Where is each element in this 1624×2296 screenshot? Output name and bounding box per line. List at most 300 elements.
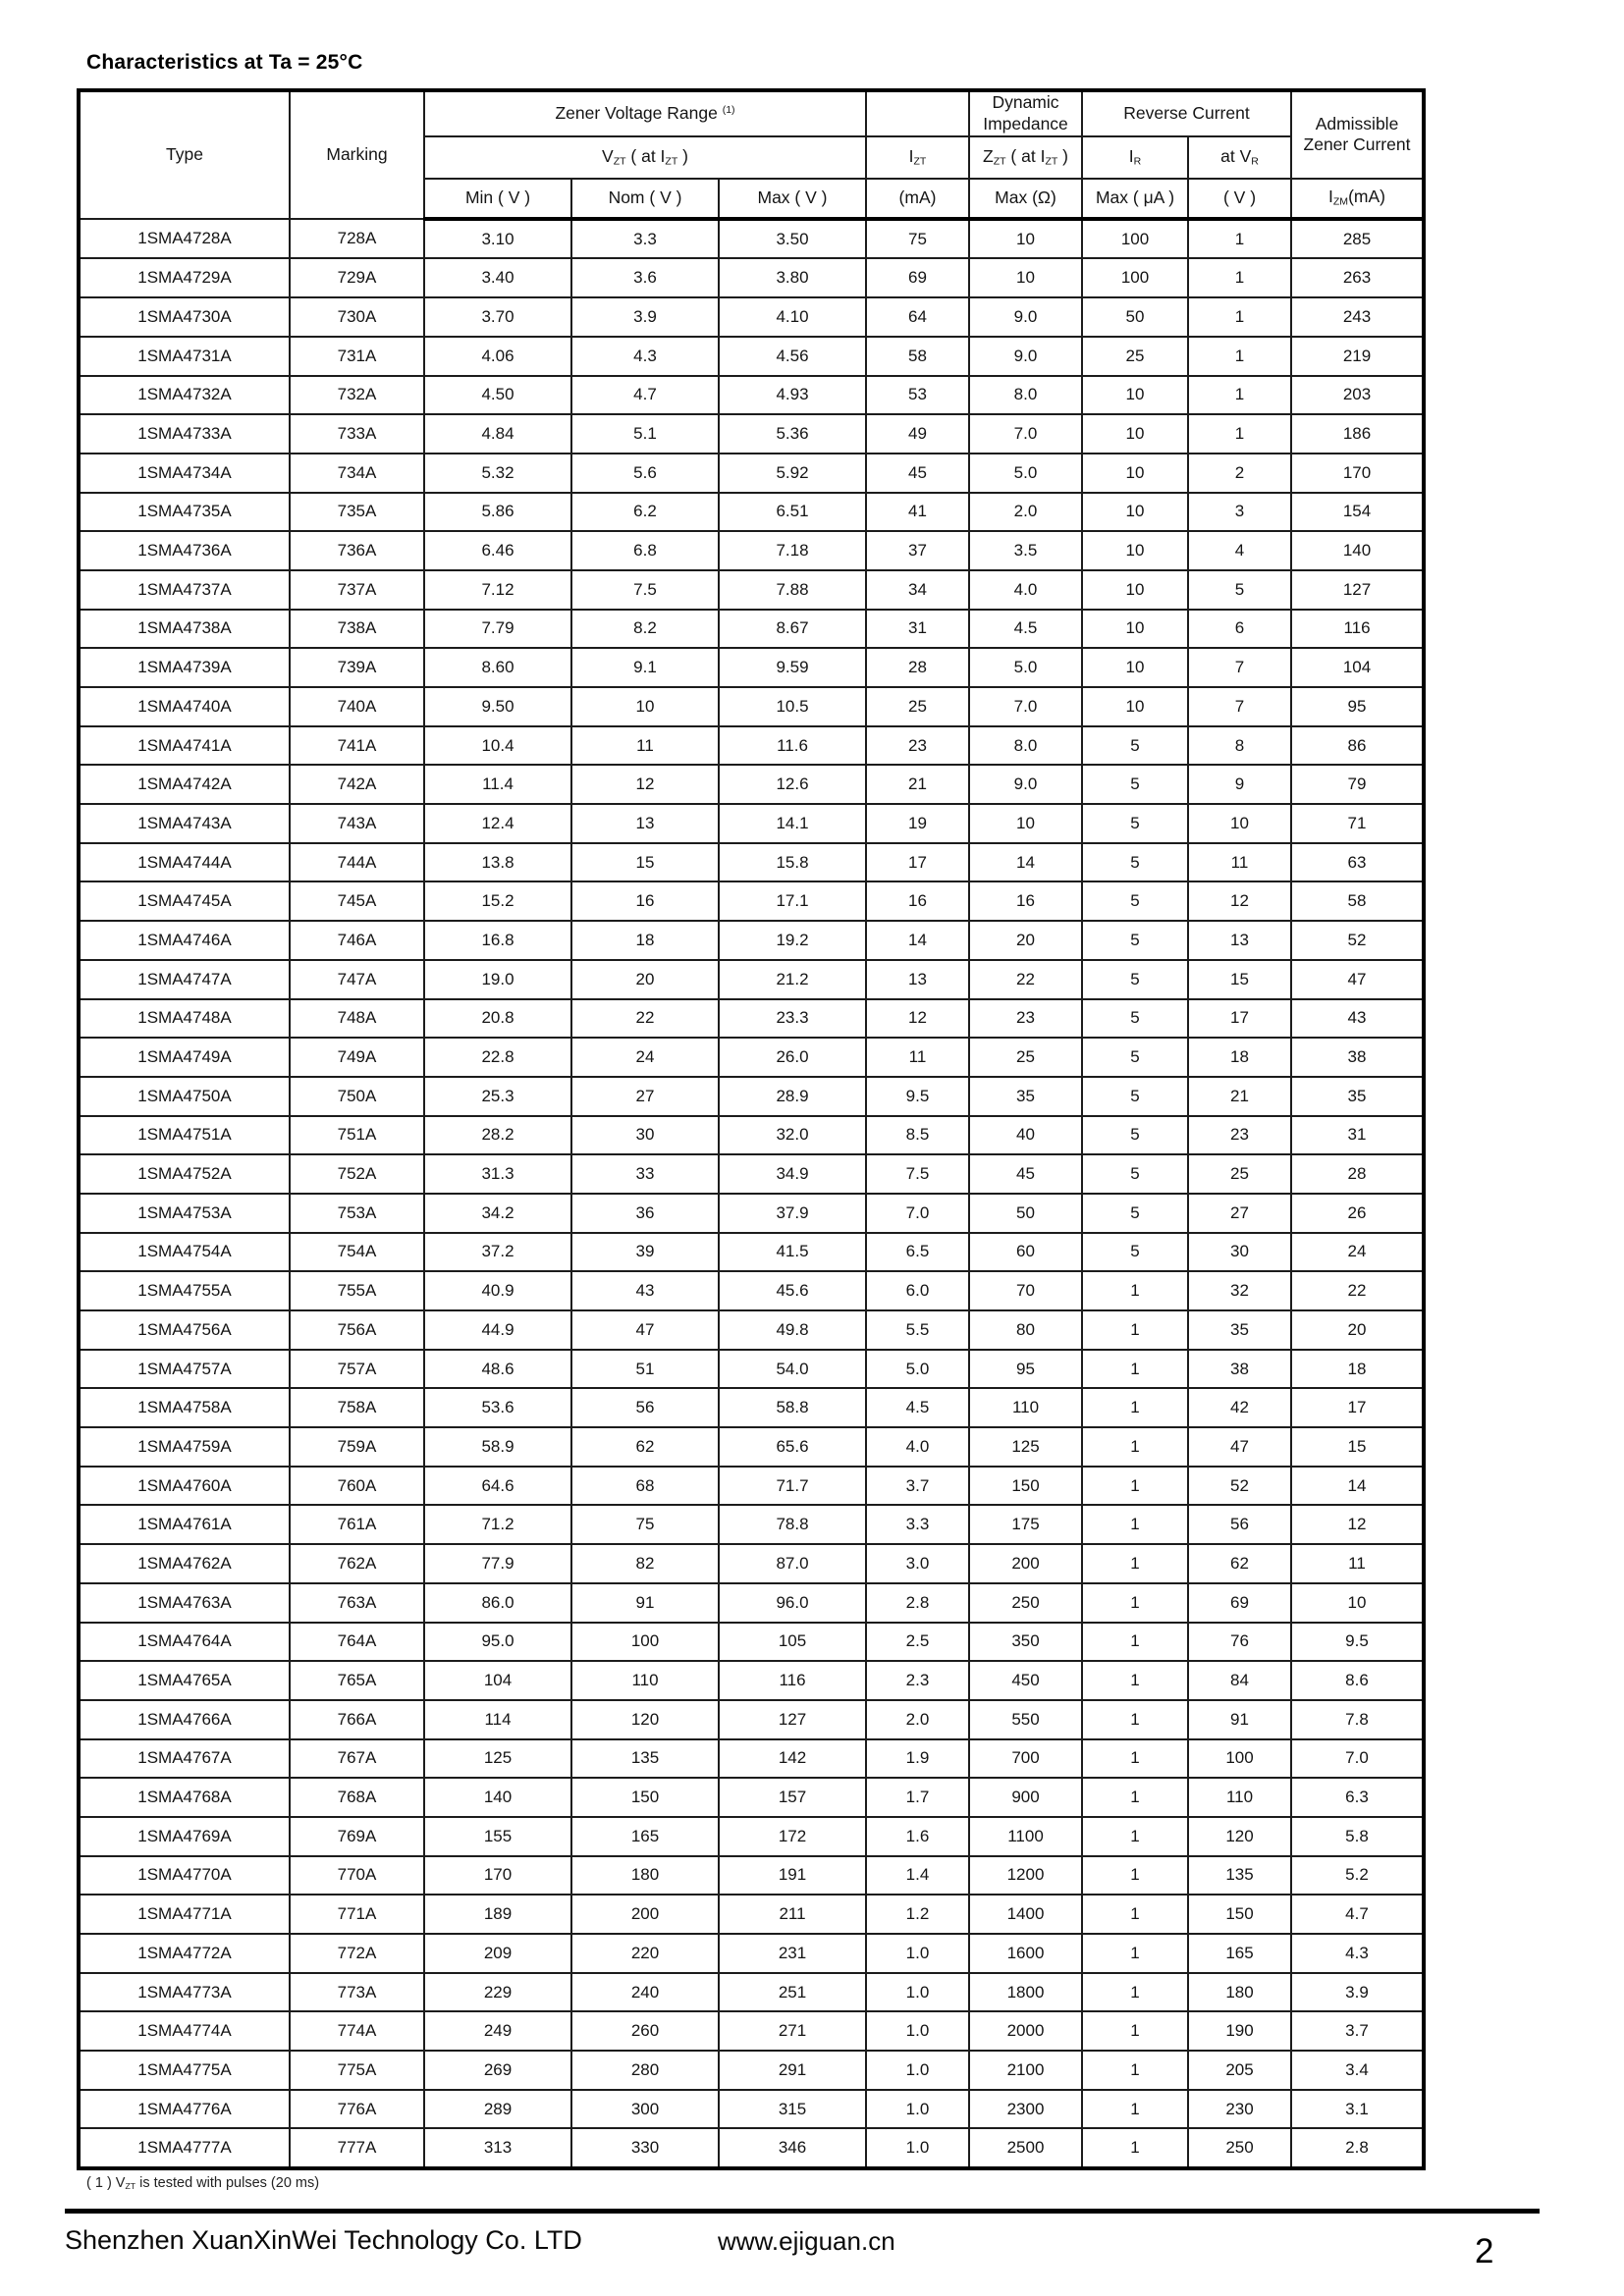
table-cell: 3.40 — [424, 258, 571, 297]
table-row — [79, 258, 1424, 297]
table-cell: 5.8 — [1291, 1817, 1424, 1856]
table-row — [79, 493, 1424, 532]
table-cell: 52 — [1291, 921, 1424, 960]
table-cell: 100 — [571, 1623, 719, 1662]
table-cell: 3.50 — [719, 219, 866, 259]
table-cell: 45 — [969, 1154, 1082, 1194]
table-cell: 120 — [1188, 1817, 1291, 1856]
table-cell: 36 — [571, 1194, 719, 1233]
table-cell: 1400 — [969, 1895, 1082, 1934]
table-row — [79, 687, 1424, 726]
table-cell: 48.6 — [424, 1350, 571, 1389]
table-cell: 1 — [1188, 297, 1291, 337]
table-cell: 775A — [290, 2051, 424, 2090]
table-cell: 2000 — [969, 2011, 1082, 2051]
table-cell: 203 — [1291, 376, 1424, 415]
table-row — [79, 219, 1424, 259]
table-cell: 1SMA4764A — [79, 1623, 290, 1662]
table-cell: 3.80 — [719, 258, 866, 297]
table-cell: 765A — [290, 1661, 424, 1700]
table-cell: 1SMA4777A — [79, 2128, 290, 2168]
table-cell: 1 — [1082, 1817, 1188, 1856]
table-cell: 82 — [571, 1544, 719, 1583]
table-cell: 1 — [1082, 1778, 1188, 1817]
table-cell: 6.46 — [424, 531, 571, 570]
table-cell: 25 — [866, 687, 969, 726]
table-cell: 15 — [1188, 960, 1291, 999]
table-cell: 64 — [866, 297, 969, 337]
table-cell: 1SMA4765A — [79, 1661, 290, 1700]
table-cell: 1 — [1082, 1350, 1188, 1389]
table-cell: 2.3 — [866, 1661, 969, 1700]
table-cell: 5.0 — [866, 1350, 969, 1389]
table-cell: 170 — [424, 1856, 571, 1896]
table-row — [79, 1116, 1424, 1155]
table-cell: 38 — [1291, 1038, 1424, 1077]
table-cell: 9.0 — [969, 297, 1082, 337]
table-cell: 1.0 — [866, 2128, 969, 2168]
col-header-type: Type — [79, 90, 290, 219]
table-cell: 16 — [571, 881, 719, 921]
table-cell: 1SMA4763A — [79, 1583, 290, 1623]
table-cell: 330 — [571, 2128, 719, 2168]
table-cell: 5 — [1082, 1038, 1188, 1077]
table-cell: 1 — [1082, 1661, 1188, 1700]
table-cell: 186 — [1291, 414, 1424, 454]
table-cell: 1SMA4752A — [79, 1154, 290, 1194]
table-cell: 28.2 — [424, 1116, 571, 1155]
table-cell: 12 — [1291, 1505, 1424, 1544]
table-cell: 125 — [424, 1739, 571, 1779]
table-cell: 71.2 — [424, 1505, 571, 1544]
table-row — [79, 1271, 1424, 1310]
table-cell: 22 — [571, 999, 719, 1039]
table-cell: 1 — [1188, 258, 1291, 297]
table-cell: 10 — [1082, 454, 1188, 493]
table-cell: 75 — [866, 219, 969, 259]
table-cell: 26 — [1291, 1194, 1424, 1233]
footer-website: www.ejiguan.cn — [718, 2226, 895, 2256]
table-row — [79, 1427, 1424, 1467]
table-cell: 9.1 — [571, 648, 719, 687]
table-cell: 1SMA4749A — [79, 1038, 290, 1077]
table-cell: 7 — [1188, 648, 1291, 687]
table-cell: 11.6 — [719, 726, 866, 766]
table-cell: 142 — [719, 1739, 866, 1779]
table-cell: 1SMA4767A — [79, 1739, 290, 1779]
table-cell: 5 — [1082, 1194, 1188, 1233]
footnote: ( 1 ) $V_{ZT}$ is tested with pulses (20 ms) — [86, 2175, 320, 2192]
table-cell: 1 — [1082, 1467, 1188, 1506]
table-row — [79, 1194, 1424, 1233]
table-row — [79, 1388, 1424, 1427]
table-cell: 116 — [719, 1661, 866, 1700]
table-cell: 190 — [1188, 2011, 1291, 2051]
table-row — [79, 804, 1424, 843]
table-cell: 7.5 — [866, 1154, 969, 1194]
table-cell: 748A — [290, 999, 424, 1039]
table-cell: 35 — [1291, 1077, 1424, 1116]
unit-header-izt-ma: (mA) — [866, 179, 969, 219]
table-cell: 747A — [290, 960, 424, 999]
table-cell: 269 — [424, 2051, 571, 2090]
table-cell: 4.50 — [424, 376, 571, 415]
unit-header-nom-v: Nom ( V ) — [571, 179, 719, 219]
table-cell: 1SMA4773A — [79, 1973, 290, 2012]
table-cell: 64.6 — [424, 1467, 571, 1506]
table-cell: 1SMA4737A — [79, 570, 290, 610]
table-cell: 23 — [1188, 1116, 1291, 1155]
table-cell: 229 — [424, 1973, 571, 2012]
table-cell: 96.0 — [719, 1583, 866, 1623]
table-cell: 39 — [571, 1233, 719, 1272]
table-cell: 10 — [969, 258, 1082, 297]
table-cell: 10 — [571, 687, 719, 726]
table-cell: 260 — [571, 2011, 719, 2051]
table-cell: 1SMA4755A — [79, 1271, 290, 1310]
table-cell: 56 — [1188, 1505, 1291, 1544]
table-cell: 774A — [290, 2011, 424, 2051]
table-cell: 757A — [290, 1350, 424, 1389]
col-header-vzt: $V_{ZT}$ ( at $I_{ZT}$ ) — [424, 136, 866, 179]
table-row — [79, 648, 1424, 687]
table-cell: 750A — [290, 1077, 424, 1116]
table-cell: 41 — [866, 493, 969, 532]
table-cell: 154 — [1291, 493, 1424, 532]
col-header-dynamic-impedance: Dynamic Impedance — [969, 90, 1082, 136]
table-cell: 78.8 — [719, 1505, 866, 1544]
table-cell: 1100 — [969, 1817, 1082, 1856]
table-cell: 700 — [969, 1739, 1082, 1779]
table-cell: 91 — [571, 1583, 719, 1623]
table-cell: 9.0 — [969, 765, 1082, 804]
table-cell: 200 — [969, 1544, 1082, 1583]
table-cell: 752A — [290, 1154, 424, 1194]
table-cell: 1 — [1082, 1895, 1188, 1934]
table-cell: 6.2 — [571, 493, 719, 532]
table-cell: 47 — [1188, 1427, 1291, 1467]
table-cell: 5 — [1082, 1116, 1188, 1155]
table-cell: 1SMA4736A — [79, 531, 290, 570]
table-cell: 4.84 — [424, 414, 571, 454]
table-cell: 4.06 — [424, 337, 571, 376]
table-cell: 753A — [290, 1194, 424, 1233]
table-cell: 16 — [969, 881, 1082, 921]
table-cell: 1 — [1082, 1856, 1188, 1896]
table-cell: 1 — [1188, 219, 1291, 259]
table-cell: 1.0 — [866, 1973, 969, 2012]
table-cell: 120 — [571, 1700, 719, 1739]
table-cell: 104 — [424, 1661, 571, 1700]
table-row — [79, 297, 1424, 337]
table-cell: 17 — [866, 843, 969, 882]
table-cell: 43 — [571, 1271, 719, 1310]
table-cell: 1 — [1082, 1271, 1188, 1310]
table-cell: 38 — [1188, 1350, 1291, 1389]
table-cell: 1SMA4771A — [79, 1895, 290, 1934]
table-cell: 17.1 — [719, 881, 866, 921]
table-cell: 56 — [571, 1388, 719, 1427]
table-cell: 31 — [866, 610, 969, 649]
table-cell: 7.79 — [424, 610, 571, 649]
table-cell: 86 — [1291, 726, 1424, 766]
table-cell: 84 — [1188, 1661, 1291, 1700]
table-cell: 54.0 — [719, 1350, 866, 1389]
table-cell: 60 — [969, 1233, 1082, 1272]
table-cell: 1 — [1082, 1623, 1188, 1662]
table-cell: 22.8 — [424, 1038, 571, 1077]
table-cell: 1 — [1082, 1544, 1188, 1583]
table-cell: 140 — [1291, 531, 1424, 570]
table-cell: 740A — [290, 687, 424, 726]
table-cell: 10 — [1082, 531, 1188, 570]
table-cell: 1SMA4759A — [79, 1427, 290, 1467]
table-cell: 734A — [290, 454, 424, 493]
table-cell: 1SMA4745A — [79, 881, 290, 921]
table-cell: 91 — [1188, 1700, 1291, 1739]
table-cell: 20 — [1291, 1310, 1424, 1350]
table-cell: 4.7 — [571, 376, 719, 415]
table-cell: 32.0 — [719, 1116, 866, 1155]
table-cell: 315 — [719, 2090, 866, 2129]
table-cell: 14.1 — [719, 804, 866, 843]
table-cell: 71 — [1291, 804, 1424, 843]
table-cell: 110 — [1188, 1778, 1291, 1817]
table-row — [79, 726, 1424, 766]
table-cell: 95 — [1291, 687, 1424, 726]
unit-header-max-v: Max ( V ) — [719, 179, 866, 219]
table-cell: 1SMA4743A — [79, 804, 290, 843]
table-cell: 1SMA4741A — [79, 726, 290, 766]
table-cell: 10 — [1188, 804, 1291, 843]
table-cell: 761A — [290, 1505, 424, 1544]
table-cell: 150 — [969, 1467, 1082, 1506]
table-cell: 1SMA4731A — [79, 337, 290, 376]
table-cell: 22 — [969, 960, 1082, 999]
col-header-marking: Marking — [290, 90, 424, 219]
table-cell: 219 — [1291, 337, 1424, 376]
footer-rule — [65, 2209, 1540, 2214]
table-row — [79, 1467, 1424, 1506]
table-cell: 1SMA4758A — [79, 1388, 290, 1427]
unit-header-ir-max-ua: Max ( μA ) — [1082, 179, 1188, 219]
table-cell: 22 — [1291, 1271, 1424, 1310]
table-cell: 231 — [719, 1934, 866, 1973]
table-cell: 10 — [969, 804, 1082, 843]
table-cell: 1SMA4768A — [79, 1778, 290, 1817]
col-header-ir: $I_R$ — [1082, 136, 1188, 179]
table-cell: 9.0 — [969, 337, 1082, 376]
table-cell: 10 — [1082, 493, 1188, 532]
table-cell: 756A — [290, 1310, 424, 1350]
table-cell: 220 — [571, 1934, 719, 1973]
table-cell: 4.5 — [866, 1388, 969, 1427]
table-cell: 1SMA4742A — [79, 765, 290, 804]
table-cell: 180 — [571, 1856, 719, 1896]
table-cell: 100 — [1082, 258, 1188, 297]
table-cell: 5.1 — [571, 414, 719, 454]
table-cell: 250 — [969, 1583, 1082, 1623]
table-cell: 20 — [571, 960, 719, 999]
table-cell: 754A — [290, 1233, 424, 1272]
table-cell: 50 — [969, 1194, 1082, 1233]
table-cell: 1800 — [969, 1973, 1082, 2012]
table-cell: 31 — [1291, 1116, 1424, 1155]
table-cell: 4.3 — [1291, 1934, 1424, 1973]
table-cell: 4.93 — [719, 376, 866, 415]
table-cell: 44.9 — [424, 1310, 571, 1350]
table-cell: 250 — [1188, 2128, 1291, 2168]
table-row — [79, 1895, 1424, 1934]
table-cell: 3.3 — [571, 219, 719, 259]
table-cell: 25.3 — [424, 1077, 571, 1116]
table-cell: 759A — [290, 1427, 424, 1467]
table-cell: 69 — [1188, 1583, 1291, 1623]
table-cell: 1 — [1082, 1505, 1188, 1544]
table-cell: 5 — [1082, 1233, 1188, 1272]
table-cell: 34 — [866, 570, 969, 610]
table-cell: 1SMA4776A — [79, 2090, 290, 2129]
table-cell: 2.5 — [866, 1623, 969, 1662]
table-cell: 53 — [866, 376, 969, 415]
table-cell: 27 — [571, 1077, 719, 1116]
table-row — [79, 1505, 1424, 1544]
table-cell: 18 — [1188, 1038, 1291, 1077]
table-cell: 1SMA4757A — [79, 1350, 290, 1389]
table-cell: 733A — [290, 414, 424, 454]
table-row — [79, 1934, 1424, 1973]
table-cell: 86.0 — [424, 1583, 571, 1623]
table-cell: 100 — [1082, 219, 1188, 259]
table-cell: 1SMA4747A — [79, 960, 290, 999]
table-cell: 12 — [571, 765, 719, 804]
table-cell: 9.59 — [719, 648, 866, 687]
table-cell: 4 — [1188, 531, 1291, 570]
table-cell: 19.2 — [719, 921, 866, 960]
table-cell: 127 — [719, 1700, 866, 1739]
table-cell: 3.10 — [424, 219, 571, 259]
table-cell: 47 — [1291, 960, 1424, 999]
table-cell: 6.5 — [866, 1233, 969, 1272]
table-cell: 743A — [290, 804, 424, 843]
table-cell: 10 — [969, 219, 1082, 259]
col-header-izt-blank — [866, 90, 969, 136]
table-cell: 736A — [290, 531, 424, 570]
table-cell: 8.60 — [424, 648, 571, 687]
table-cell: 2.8 — [1291, 2128, 1424, 2168]
table-cell: 62 — [571, 1427, 719, 1467]
table-cell: 24 — [1291, 1233, 1424, 1272]
table-cell: 2300 — [969, 2090, 1082, 2129]
table-cell: 127 — [1291, 570, 1424, 610]
table-cell: 28.9 — [719, 1077, 866, 1116]
table-cell: 1SMA4751A — [79, 1116, 290, 1155]
table-cell: 249 — [424, 2011, 571, 2051]
table-cell: 7.8 — [1291, 1700, 1424, 1739]
table-cell: 289 — [424, 2090, 571, 2129]
table-row — [79, 337, 1424, 376]
table-cell: 7.0 — [1291, 1739, 1424, 1779]
table-row — [79, 2090, 1424, 2129]
table-cell: 12.6 — [719, 765, 866, 804]
table-cell: 1SMA4728A — [79, 219, 290, 259]
table-cell: 52 — [1188, 1467, 1291, 1506]
table-cell: 172 — [719, 1817, 866, 1856]
table-row — [79, 1623, 1424, 1662]
table-cell: 1SMA4760A — [79, 1467, 290, 1506]
table-cell: 14 — [866, 921, 969, 960]
table-cell: 47 — [571, 1310, 719, 1350]
table-cell: 4.10 — [719, 297, 866, 337]
table-cell: 4.56 — [719, 337, 866, 376]
table-cell: 280 — [571, 2051, 719, 2090]
table-cell: 3.5 — [969, 531, 1082, 570]
table-cell: 731A — [290, 337, 424, 376]
table-cell: 11 — [866, 1038, 969, 1077]
table-cell: 1SMA4754A — [79, 1233, 290, 1272]
table-cell: 42 — [1188, 1388, 1291, 1427]
table-cell: 58 — [1291, 881, 1424, 921]
table-cell: 1SMA4748A — [79, 999, 290, 1039]
table-cell: 18 — [1291, 1350, 1424, 1389]
table-cell: 33 — [571, 1154, 719, 1194]
table-cell: 53.6 — [424, 1388, 571, 1427]
table-cell: 51 — [571, 1350, 719, 1389]
table-cell: 1.0 — [866, 1934, 969, 1973]
table-cell: 4.5 — [969, 610, 1082, 649]
table-cell: 12.4 — [424, 804, 571, 843]
table-row — [79, 2128, 1424, 2168]
table-cell: 28 — [1291, 1154, 1424, 1194]
table-cell: 16.8 — [424, 921, 571, 960]
table-row — [79, 1700, 1424, 1739]
table-cell: 1SMA4734A — [79, 454, 290, 493]
table-cell: 14 — [1291, 1467, 1424, 1506]
table-cell: 200 — [571, 1895, 719, 1934]
table-cell: 1SMA4753A — [79, 1194, 290, 1233]
table-cell: 58.8 — [719, 1388, 866, 1427]
table-row — [79, 1310, 1424, 1350]
table-cell: 10 — [1082, 610, 1188, 649]
table-cell: 1 — [1082, 1934, 1188, 1973]
table-cell: 742A — [290, 765, 424, 804]
table-cell: 4.7 — [1291, 1895, 1424, 1934]
table-cell: 7 — [1188, 687, 1291, 726]
table-cell: 7.0 — [969, 414, 1082, 454]
table-cell: 769A — [290, 1817, 424, 1856]
table-cell: 3.9 — [571, 297, 719, 337]
table-cell: 69 — [866, 258, 969, 297]
table-cell: 116 — [1291, 610, 1424, 649]
table-cell: 263 — [1291, 258, 1424, 297]
table-cell: 13 — [571, 804, 719, 843]
table-cell: 1.0 — [866, 2011, 969, 2051]
table-row — [79, 1544, 1424, 1583]
table-cell: 25 — [969, 1038, 1082, 1077]
table-cell: 251 — [719, 1973, 866, 2012]
table-cell: 2.8 — [866, 1583, 969, 1623]
table-cell: 5 — [1082, 1077, 1188, 1116]
table-cell: 2.0 — [866, 1700, 969, 1739]
col-header-zener-voltage-range: Zener Voltage Range $^{(1)}$ — [424, 90, 866, 136]
table-cell: 10 — [1082, 570, 1188, 610]
table-cell: 17 — [1188, 999, 1291, 1039]
table-cell: 21.2 — [719, 960, 866, 999]
table-cell: 58 — [866, 337, 969, 376]
table-cell: 5 — [1188, 570, 1291, 610]
table-cell: 1SMA4740A — [79, 687, 290, 726]
table-cell: 32 — [1188, 1271, 1291, 1310]
